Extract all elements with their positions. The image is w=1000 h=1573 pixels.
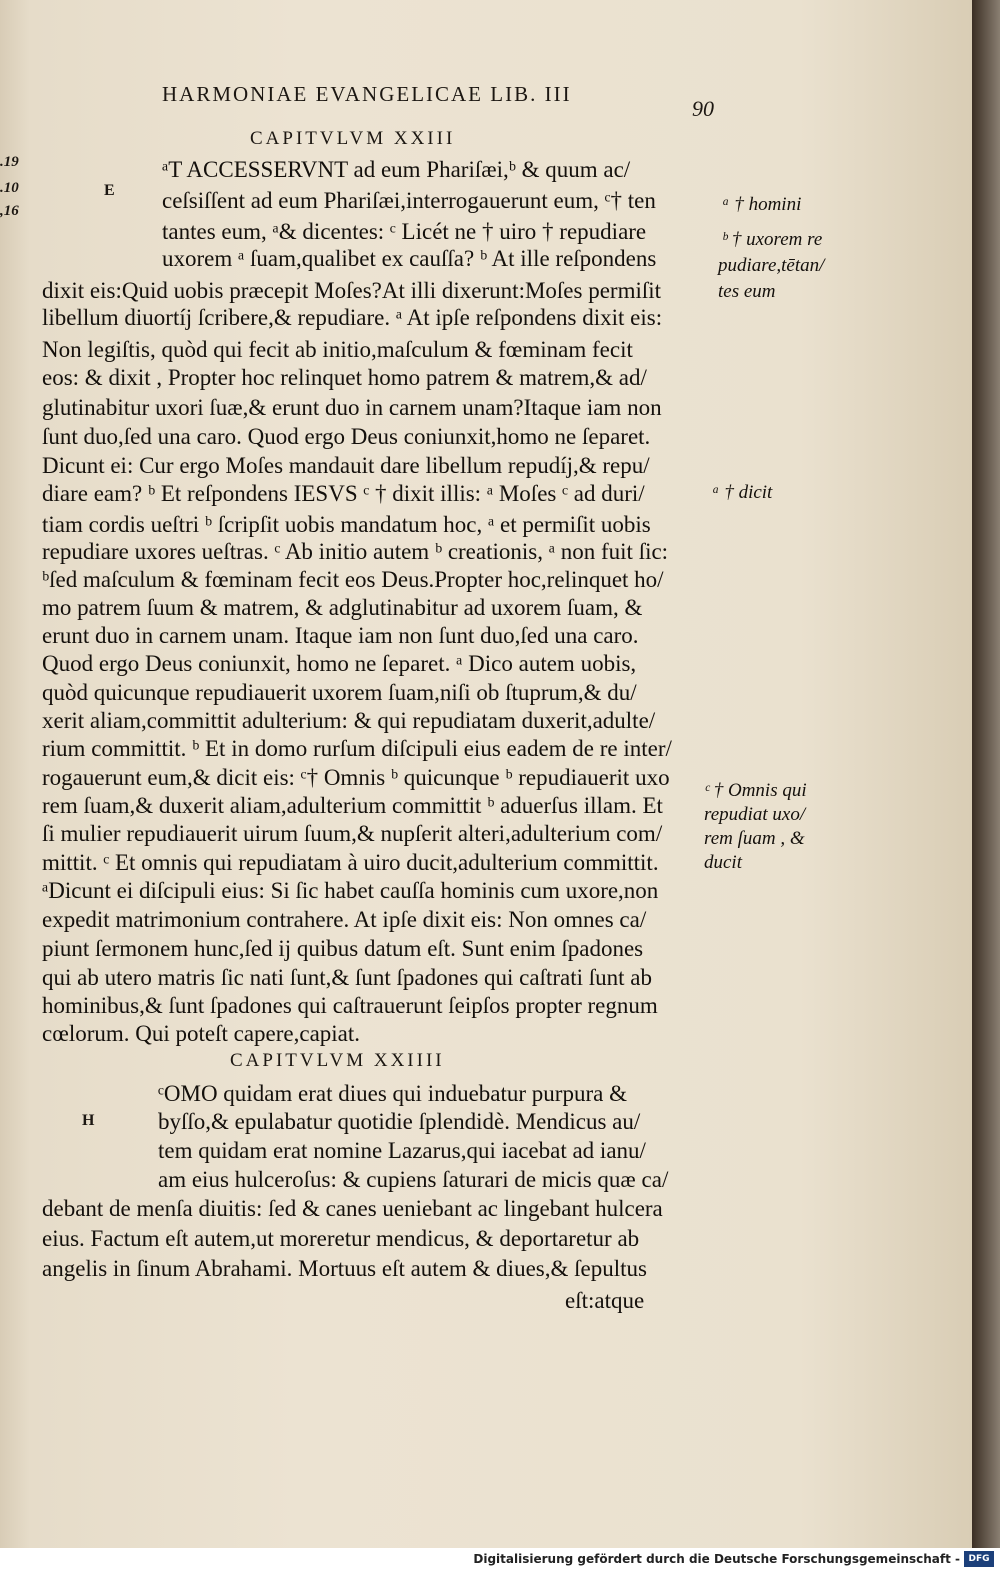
text-line: xerit aliam,committit adulterium: & qui repudiatam duxerit,adulte/ bbox=[42, 708, 656, 733]
left-reference: .10 bbox=[0, 180, 19, 196]
text-line: ceſsiſſent ad eum Phariſæi,interrogauerunt eum, ᶜ† ten bbox=[162, 188, 656, 213]
margin-note: repudiat uxo/ bbox=[704, 804, 806, 825]
margin-note: ᵃ † dicit bbox=[712, 482, 773, 503]
margin-note: ᶜ † Omnis qui bbox=[704, 780, 807, 801]
text-line: byſſo,& epulabatur quotidie ſplendidè. Mendicus au/ bbox=[158, 1109, 641, 1134]
text-line: quòd quicunque repudiauerit uxorem ſuam,niſi ob ſtuprum,& du/ bbox=[42, 680, 637, 705]
margin-note: ducit bbox=[704, 852, 742, 873]
text-line: rem ſuam,& duxerit aliam,adulterium committit ᵇ aduerſus illam. Et bbox=[42, 793, 663, 818]
folio-number: 90 bbox=[692, 96, 714, 121]
text-line: Quod ergo Deus coniunxit, homo ne ſeparet. ᵃ Dico autem uobis, bbox=[42, 651, 637, 676]
text-line: tem quidam erat nomine Lazarus,qui iacebat ad ianu/ bbox=[158, 1138, 646, 1163]
text-line: rogauerunt eum,& dicit eis: ᶜ† Omnis ᵇ quicunque ᵇ repudiauerit uxo bbox=[42, 765, 670, 790]
text-line: tantes eum, ᵃ& dicentes: ᶜ Licét ne † uiro † repudiare bbox=[162, 219, 647, 244]
text-line: ᶜOMO quidam erat diues qui induebatur purpura & bbox=[158, 1081, 627, 1106]
text-line: ᵃT ACCESSERVNT ad eum Phariſæi,ᵇ & quum ac/ bbox=[162, 157, 631, 182]
text-line: eos: & dixit , Propter hoc relinquet homo patrem & matrem,& ad/ bbox=[42, 365, 647, 390]
text-line: glutinabitur uxori ſuæ,& erunt duo in carnem unam?Itaque iam non bbox=[42, 395, 662, 420]
left-reference: ,16 bbox=[0, 203, 19, 219]
text-line: ſi mulier repudiauerit uirum ſuum,& nupſerit alteri,adulterium com/ bbox=[42, 821, 663, 846]
margin-note: ᵇ † uxorem re bbox=[722, 229, 823, 250]
dfg-logo: DFG bbox=[964, 1551, 994, 1567]
chapter-heading: CAPITVLVM XXIIII bbox=[230, 1050, 445, 1071]
text-line: repudiare uxores ueſtras. ᶜ Ab initio autem ᵇ creationis, ᵃ non fuit ſic: bbox=[42, 539, 669, 564]
footer-bar bbox=[0, 1548, 1000, 1573]
text-line: eius. Factum eſt autem,ut moreretur mendicus, & deportaretur ab bbox=[42, 1226, 640, 1251]
funding-notice: Digitalisierung gefördert durch die Deutsche Forschungsgemeinschaft - bbox=[473, 1552, 960, 1566]
chapter-heading: CAPITVLVM XXIII bbox=[250, 128, 456, 149]
text-line: Non legiſtis, quòd qui fecit ab initio,maſculum & fœminam fecit bbox=[42, 337, 633, 362]
margin-note: pudiare,tētan/ bbox=[718, 255, 825, 276]
text-line: piunt ſermonem hunc,ſed ij quibus datum eſt. Sunt enim ſpadones bbox=[42, 936, 644, 961]
margin-note: rem ſuam , & bbox=[704, 828, 805, 849]
text-line: ᵇſed maſculum & fœminam fecit eos Deus.Propter hoc,relinquet ho/ bbox=[42, 567, 664, 592]
section-marker-h: H bbox=[82, 1112, 95, 1129]
text-line: ſunt duo,ſed una caro. Quod ergo Deus coniunxit,homo ne ſeparet. bbox=[42, 424, 651, 449]
text-line: debant de menſa diuitis: ſed & canes ueniebant ac lingebant hulcera bbox=[42, 1196, 663, 1221]
text-line: cœlorum. Qui poteſt capere,capiat. bbox=[42, 1021, 361, 1046]
text-line: angelis in ſinum Abrahami. Mortuus eſt autem & diues,& ſepultus bbox=[42, 1256, 647, 1281]
section-marker-e: E bbox=[104, 182, 115, 199]
running-head: HARMONIAE EVANGELICAE LIB. III bbox=[162, 82, 572, 106]
text-line: qui ab utero matris ſic nati ſunt,& ſunt ſpadones qui caſtrati ſunt ab bbox=[42, 965, 653, 990]
text-line: mo patrem ſuum & matrem, & adglutinabitur ad uxorem ſuam, & bbox=[42, 595, 643, 620]
left-reference: .19 bbox=[0, 154, 19, 170]
margin-note: tes eum bbox=[718, 281, 776, 302]
margin-note: ᵃ † homini bbox=[722, 194, 802, 215]
text-line: dixit eis:Quid uobis præcepit Moſes?At illi dixerunt:Moſes permiſit bbox=[42, 278, 662, 303]
text-line: am eius hulceroſus: & cupiens ſaturari de micis quæ ca/ bbox=[158, 1167, 669, 1192]
text-line: erunt duo in carnem unam. Itaque iam non ſunt duo,ſed una caro. bbox=[42, 623, 639, 648]
text-line: rium committit. ᵇ Et in domo rurſum diſcipuli eius eadem de re inter/ bbox=[42, 736, 672, 761]
text-line: libellum diuortíj ſcribere,& repudiare. ᵃ At ipſe reſpondens dixit eis: bbox=[42, 305, 663, 330]
book-edge bbox=[972, 0, 1000, 1548]
text-line: uxorem ᵃ ſuam,qualibet ex cauſſa? ᵇ At ille reſpondens bbox=[162, 246, 657, 271]
text-line: diare eam? ᵇ Et reſpondens IESVS ᶜ † dixit illis: ᵃ Moſes ᶜ ad duri/ bbox=[42, 481, 645, 506]
text-line: Dicunt ei: Cur ergo Moſes mandauit dare libellum repudíj,& repu/ bbox=[42, 453, 650, 478]
text-line: expedit matrimonium contrahere. At ipſe dixit eis: Non omnes ca/ bbox=[42, 907, 647, 932]
text-line: mittit. ᶜ Et omnis qui repudiatam à uiro ducit,adulterium committit. bbox=[42, 850, 659, 875]
text-line: ᵃDicunt ei diſcipuli eius: Si ſic habet cauſſa hominis cum uxore,non bbox=[42, 878, 659, 903]
text-line: hominibus,& ſunt ſpadones qui caſtrauerunt ſeipſos propter regnum bbox=[42, 993, 658, 1018]
catchword: eſt:atque bbox=[565, 1288, 645, 1313]
text-line: tiam cordis ueſtri ᵇ ſcripſit uobis mandatum hoc, ᵃ et permiſit uobis bbox=[42, 512, 651, 537]
